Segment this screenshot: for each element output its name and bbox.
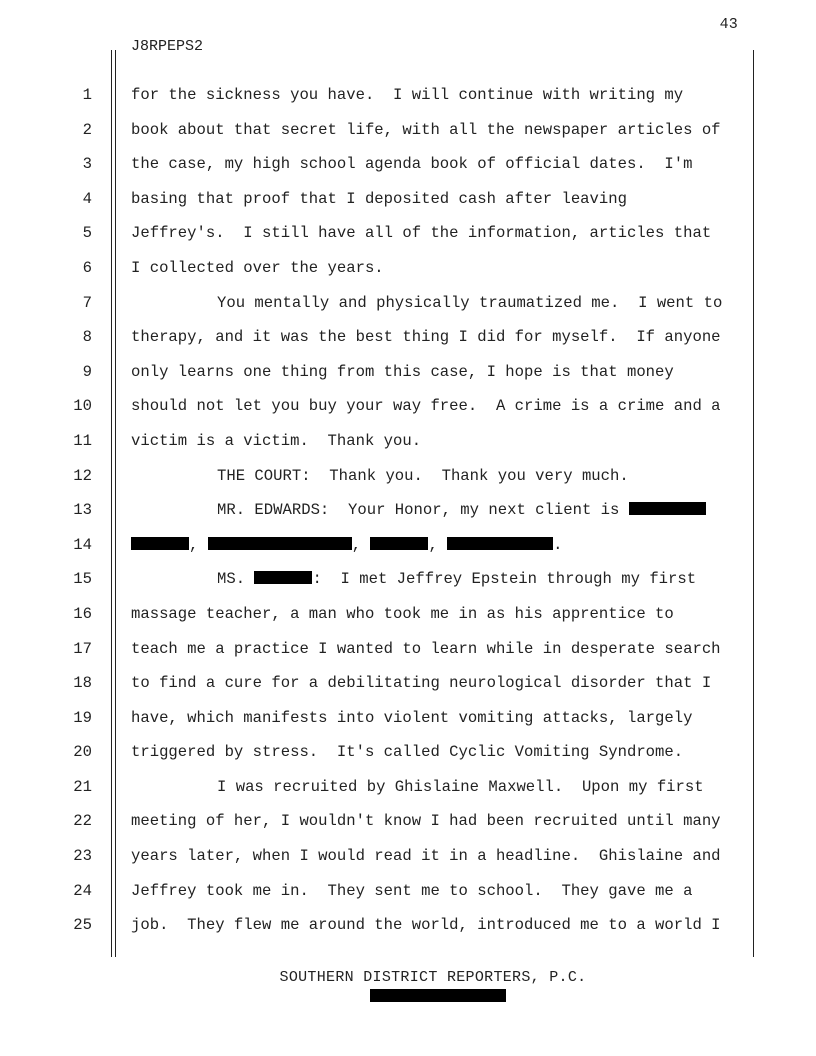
speaker-prefix: MS.: [217, 570, 255, 589]
line-text: THE COURT: Thank you. Thank you very much.: [217, 466, 629, 485]
line-number: 5: [82, 224, 92, 243]
line-number: 21: [73, 777, 92, 796]
line-text: years later, when I would read it in a headline. Ghislaine and: [131, 847, 721, 866]
line-number: 14: [73, 535, 92, 554]
transcript-line: [0, 147, 816, 182]
redaction-bar: [629, 502, 706, 515]
line-end-punctuation: .: [553, 535, 563, 554]
line-text: book about that secret life, with all the newspaper articles of: [131, 120, 721, 139]
line-text: therapy, and it was the best thing I did for myself. If anyone: [131, 328, 721, 347]
line-number: 9: [82, 362, 92, 381]
transcript-line: [0, 113, 816, 148]
transcript-line: [0, 804, 816, 839]
redaction-bar: [208, 537, 352, 550]
transcript-line: [0, 182, 816, 217]
transcript-line: [0, 493, 816, 528]
line-number: 3: [82, 155, 92, 174]
transcript-line: [0, 874, 816, 909]
transcript-line: [0, 424, 816, 459]
line-text: to find a cure for a debilitating neurological disorder that I: [131, 674, 712, 693]
line-text: victim is a victim. Thank you.: [131, 431, 422, 450]
page-number: 43: [719, 16, 738, 33]
redaction-bar: [370, 537, 428, 550]
transcript-line: [0, 735, 816, 770]
line-number: 24: [73, 881, 92, 900]
line-number: 7: [82, 293, 92, 312]
line-number: 18: [73, 674, 92, 693]
transcript-line: [0, 632, 816, 667]
line-number: 16: [73, 604, 92, 623]
separator: ,: [189, 535, 208, 554]
line-number: 19: [73, 708, 92, 727]
transcript-line: [0, 251, 816, 286]
redaction-bar: [131, 537, 189, 550]
line-text: meeting of her, I wouldn't know I had been recruited until many: [131, 812, 721, 831]
line-text: the case, my high school agenda book of official dates. I'm: [131, 155, 693, 174]
transcript-line: [0, 666, 816, 701]
transcript-line: [0, 78, 816, 113]
transcript-line: [0, 562, 816, 597]
line-number: 15: [73, 570, 92, 589]
line-number: 1: [82, 86, 92, 104]
line-number: 13: [73, 501, 92, 520]
transcript-line: [0, 528, 816, 563]
line-text: I was recruited by Ghislaine Maxwell. Upon my first: [217, 777, 704, 796]
line-text: [131, 528, 563, 563]
line-number: 6: [82, 258, 92, 277]
transcript-line: [0, 389, 816, 424]
transcript-body: [0, 78, 816, 943]
line-text-segment: MR. EDWARDS: Your Honor, my next client is: [217, 501, 629, 520]
line-text: I collected over the years.: [131, 258, 384, 277]
line-number: 23: [73, 847, 92, 866]
line-text: job. They flew me around the world, introduced me to a world I: [131, 916, 721, 935]
redaction-bar: [447, 537, 553, 550]
transcript-line: [0, 839, 816, 874]
line-text: [217, 562, 696, 597]
line-number: 22: [73, 812, 92, 831]
transcript-line: [0, 597, 816, 632]
line-number: 17: [73, 639, 92, 658]
line-text: Jeffrey took me in. They sent me to school. They gave me a: [131, 881, 693, 900]
line-number: 10: [73, 397, 92, 416]
transcript-line: [0, 320, 816, 355]
line-text: [217, 493, 706, 528]
line-text: triggered by stress. It's called Cyclic Vomiting Syndrome.: [131, 743, 684, 762]
transcript-line: [0, 908, 816, 943]
line-text: teach me a practice I wanted to learn while in desperate search: [131, 639, 721, 658]
line-text: have, which manifests into violent vomiting attacks, largely: [131, 708, 693, 727]
transcript-line: [0, 216, 816, 251]
line-text: massage teacher, a man who took me in as his apprentice to: [131, 604, 674, 623]
separator: ,: [428, 535, 448, 554]
line-text: Jeffrey's. I still have all of the information, articles that: [131, 224, 712, 243]
transcript-line: [0, 459, 816, 494]
transcript-line: [0, 286, 816, 321]
line-number: 8: [82, 328, 92, 347]
line-number: 2: [82, 120, 92, 139]
line-text: for the sickness you have. I will continue with writing my: [131, 86, 684, 104]
separator: ,: [351, 535, 371, 554]
line-number: 25: [73, 916, 92, 935]
footer-redaction-bar: [370, 989, 506, 1002]
line-text-segment: : I met Jeffrey Epstein through my first: [312, 570, 697, 589]
redaction-bar: [254, 571, 312, 584]
line-number: 20: [73, 743, 92, 762]
line-number: 12: [73, 466, 92, 485]
line-text: You mentally and physically traumatized me. I went to: [217, 293, 723, 312]
transcript-line: [0, 770, 816, 805]
line-text: basing that proof that I deposited cash after leaving: [131, 189, 627, 208]
line-text: only learns one thing from this case, I hope is that money: [131, 362, 674, 381]
transcript-line: [0, 701, 816, 736]
document-code: J8RPEPS2: [131, 38, 204, 55]
line-number: 4: [82, 189, 92, 208]
line-number: 11: [73, 431, 92, 450]
reporter-footer: SOUTHERN DISTRICT REPORTERS, P.C.: [279, 969, 587, 986]
transcript-line: [0, 355, 816, 390]
line-text: should not let you buy your way free. A crime is a crime and a: [131, 397, 721, 416]
